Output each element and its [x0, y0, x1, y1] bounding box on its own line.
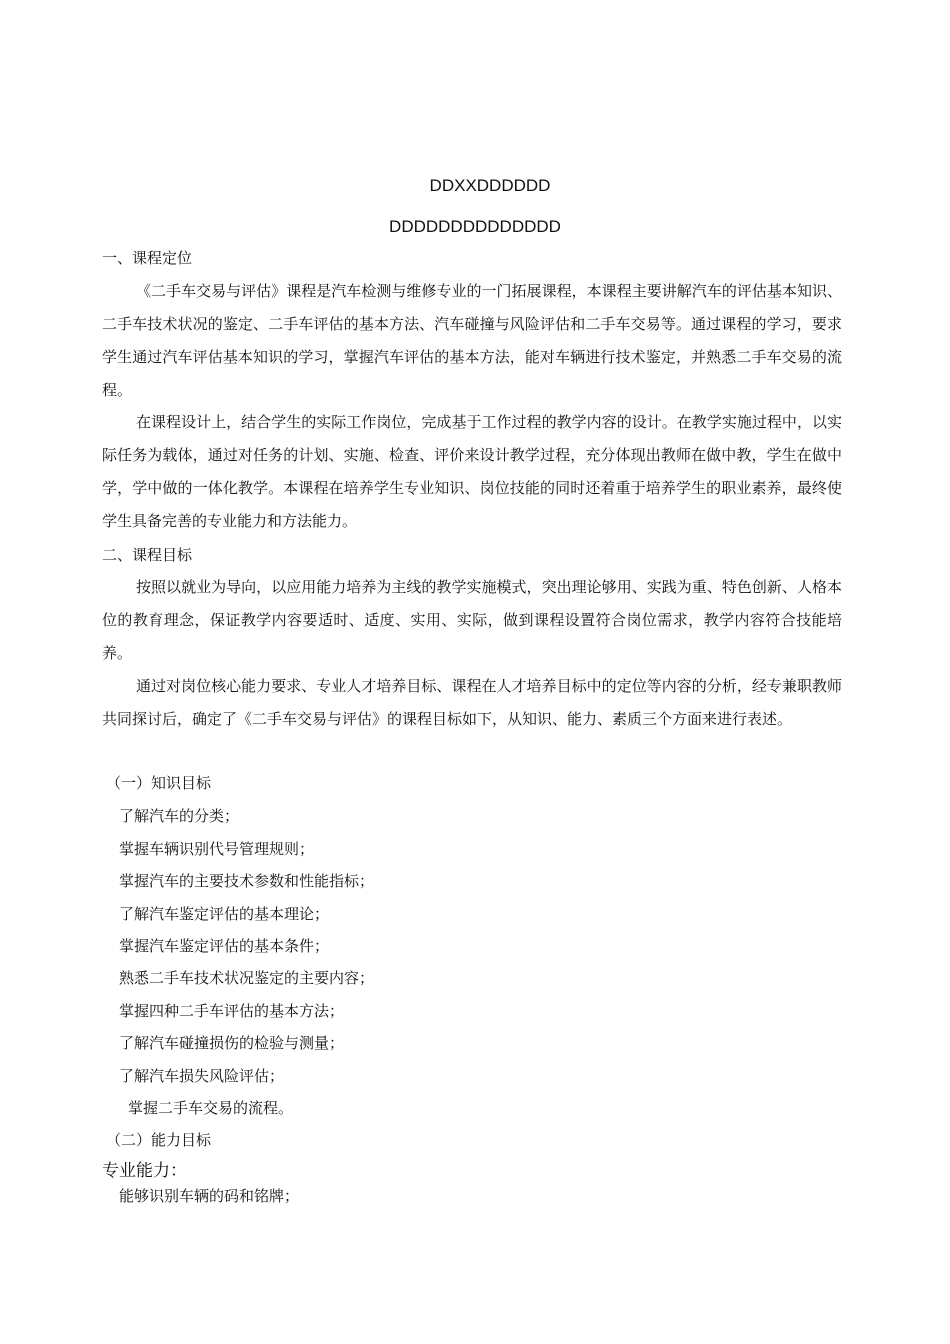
- section2-heading: 二、课程目标: [102, 546, 193, 564]
- knowledge-item: 了解汽车鉴定评估的基本理论；: [119, 905, 330, 923]
- knowledge-item: 掌握车辆识别代号管理规则；: [119, 840, 315, 858]
- knowledge-item: 了解汽车碰撞损伤的检验与测量；: [119, 1034, 345, 1052]
- knowledge-item: 掌握四种二手车评估的基本方法；: [119, 1002, 345, 1020]
- knowledge-item: 熟悉二手车技术状况鉴定的主要内容；: [119, 969, 375, 987]
- knowledge-item: 了解汽车的分类；: [119, 807, 240, 825]
- document-subtitle: DDDDDDDDDDDDDD: [389, 217, 561, 236]
- knowledge-goals-heading: （一）知识目标: [106, 774, 212, 792]
- section2-paragraph2: 通过对岗位核心能力要求、专业人才培养目标、课程在人才培养目标中的定位等内容的分析，经专兼职教师共同探讨后，确定了《二手车交易与评估》的课程目标如下，从知识、能力、素质三个方面来进行表述。: [102, 677, 842, 728]
- knowledge-item: 了解汽车损失风险评估；: [119, 1067, 285, 1085]
- ability-goals-heading: （二）能力目标: [106, 1131, 212, 1149]
- section1-paragraph1: 《二手车交易与评估》课程是汽车检测与维修专业的一门拓展课程，本课程主要讲解汽车的评估基本知识、二手车技术状况的鉴定、二手车评估的基本方法、汽车碰撞与风险评估和二手车交易等。通过课程的学习，要求学生通过汽车评估基本知识的学习，掌握汽车评估的基本方法，能对车辆进行技术鉴定，并熟悉二手车交易的流程。: [102, 282, 842, 399]
- ability-item: 能够识别车辆的码和铭牌；: [119, 1187, 300, 1205]
- section1-heading: 一、课程定位: [102, 249, 193, 267]
- knowledge-item: 掌握汽车的主要技术参数和性能指标；: [119, 872, 375, 890]
- document-title: DDXXDDDDDD: [429, 176, 551, 195]
- section1-paragraph2: 在课程设计上，结合学生的实际工作岗位，完成基于工作过程的教学内容的设计。在教学实施过程中，以实际任务为载体，通过对任务的计划、实施、检查、评价来设计教学过程，充分体现出教师在做中教，学生在做中学，学中做的一体化教学。本课程在培养学生专业知识、岗位技能的同时还着重于培养学生的职业素养，最终使学生具备完善的专业能力和方法能力。: [102, 413, 842, 530]
- professional-ability-heading: 专业能力：: [102, 1161, 187, 1181]
- knowledge-item: 掌握二手车交易的流程。: [128, 1099, 294, 1117]
- knowledge-item: 掌握汽车鉴定评估的基本条件；: [119, 937, 330, 955]
- section2-paragraph1: 按照以就业为导向，以应用能力培养为主线的教学实施模式，突出理论够用、实践为重、特色创新、人格本位的教育理念，保证教学内容要适时、适度、实用、实际，做到课程设置符合岗位需求，教学内容符合技能培养。: [102, 578, 842, 662]
